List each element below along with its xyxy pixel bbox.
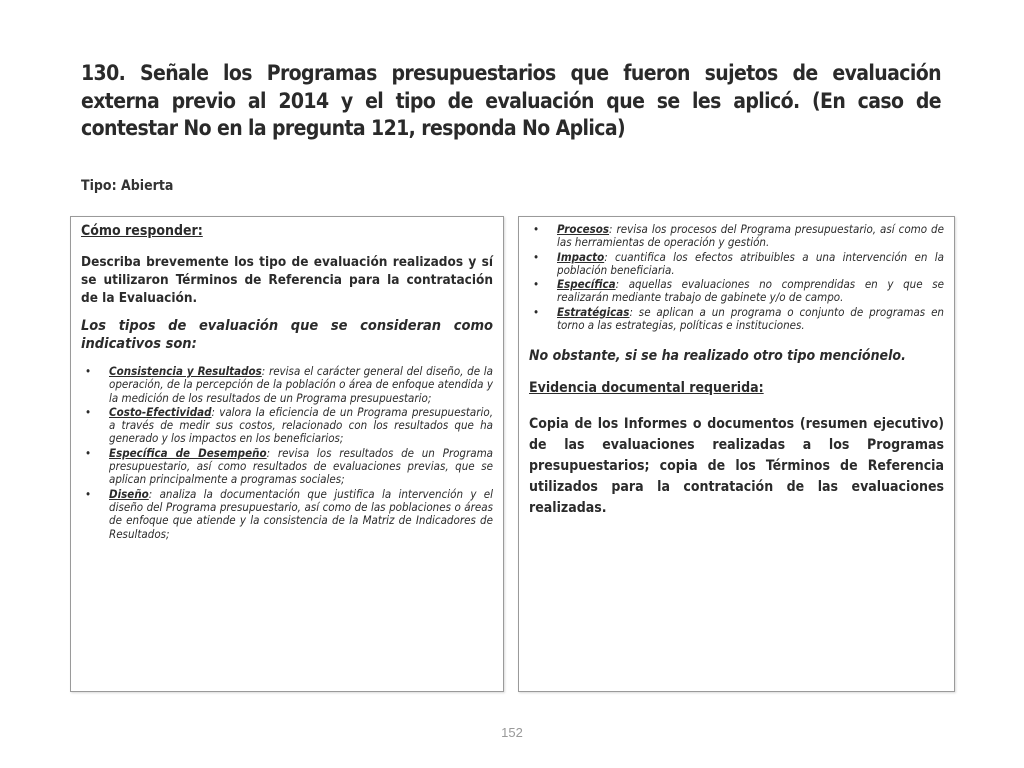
list-item	[81, 488, 493, 541]
list-item-term: Específica de Desempeño	[109, 445, 267, 460]
list-item-text: : se aplican a un programa o conjunto de programas en torno a las estrategias, políticas e instituciones.	[557, 304, 944, 333]
instruction-text: Describa brevemente los tipo de evaluación realizados y sí se utilizaron Términos de Referencia para la contratación de la Evaluación.	[81, 254, 493, 306]
evaluation-types-list-continued	[529, 223, 944, 332]
question-title: 130. Señale los Programas presupuestarios que fueron sujetos de evaluación externa previo al 2014 y el tipo de evaluación que se les aplicó. (En caso de contestar No en la pregunta 121, responda No Aplica)	[81, 61, 941, 140]
list-item-term: Específica	[557, 277, 616, 292]
question-type: Tipo: Abierta	[81, 178, 174, 194]
evaluation-types-intro: Los tipos de evaluación que se consideran como indicativos son:	[81, 318, 493, 352]
list-item	[529, 251, 944, 278]
list-item-term: Procesos	[557, 222, 610, 236]
other-type-note: No obstante, si se ha realizado otro tipo menciónelo.	[529, 348, 906, 365]
list-item	[529, 278, 944, 305]
evaluation-types-continued-box	[518, 216, 955, 692]
list-item-term: Consistencia y Resultados	[109, 364, 262, 378]
how-to-answer-heading: Cómo responder:	[81, 223, 203, 239]
list-item-text: : cuantifica los efectos atribuibles a una intervención en la población beneficiaria.	[557, 249, 944, 277]
bullet-icon: •	[533, 277, 540, 292]
list-item-text: : revisa el carácter general del diseño, de la operación, de la percepción de la población o área de enfoque atendida y la medición de los resultados de un Programa presupuestario;	[109, 364, 493, 405]
list-item	[81, 365, 493, 405]
list-item-term: Diseño	[109, 486, 149, 501]
bullet-icon: •	[85, 445, 92, 460]
list-item-term: Estratégicas	[557, 304, 630, 319]
list-item-text: : revisa los resultados de un Programa presupuestario, así como resultados de evaluaciones previas, que se aplican principalmente a programas sociales;	[109, 445, 494, 487]
list-item-term: Costo-Efectividad	[109, 404, 212, 419]
evidence-heading: Evidencia documental requerida:	[529, 380, 764, 397]
list-item-text: : revisa los procesos del Programa presupuestario, así como de las herramientas de operación y gestión.	[557, 222, 944, 250]
bullet-icon: •	[85, 404, 92, 419]
list-item-text: : valora la eficiencia de un Programa presupuestario, a través de medir sus costos, relacionado con los resultados que ha generado y los impactos en los beneficiarios;	[109, 404, 493, 446]
list-item	[529, 306, 944, 333]
evidence-text: Copia de los Informes o documentos (resumen ejecutivo) de las evaluaciones realizadas a los Programas presupuestarios; copia de los Términos de Referencia utilizados para la contratación de las evaluaciones realizadas.	[529, 416, 944, 517]
list-item	[81, 447, 493, 487]
bullet-icon: •	[85, 364, 92, 378]
bullet-icon: •	[533, 222, 540, 236]
list-item-term: Impacto	[557, 249, 605, 264]
bullet-icon: •	[533, 304, 540, 319]
bullet-icon: •	[85, 486, 92, 501]
evaluation-types-list	[81, 365, 493, 541]
page-number: 152	[501, 725, 523, 740]
list-item-text: : aquellas evaluaciones no comprendidas en y que se realizarán mediante trabajo de gabinete y/o de campo.	[557, 277, 944, 305]
list-item	[529, 223, 944, 250]
list-item	[81, 406, 493, 446]
list-item-text: : analiza la documentación que justifica la intervención y el diseño del Programa presupuestario, así como de las poblaciones o áreas de enfoque que atiende y la consistencia de la Matriz de Indicadores de Resultados;	[109, 486, 493, 541]
how-to-answer-box	[70, 216, 504, 692]
bullet-icon: •	[533, 249, 540, 264]
